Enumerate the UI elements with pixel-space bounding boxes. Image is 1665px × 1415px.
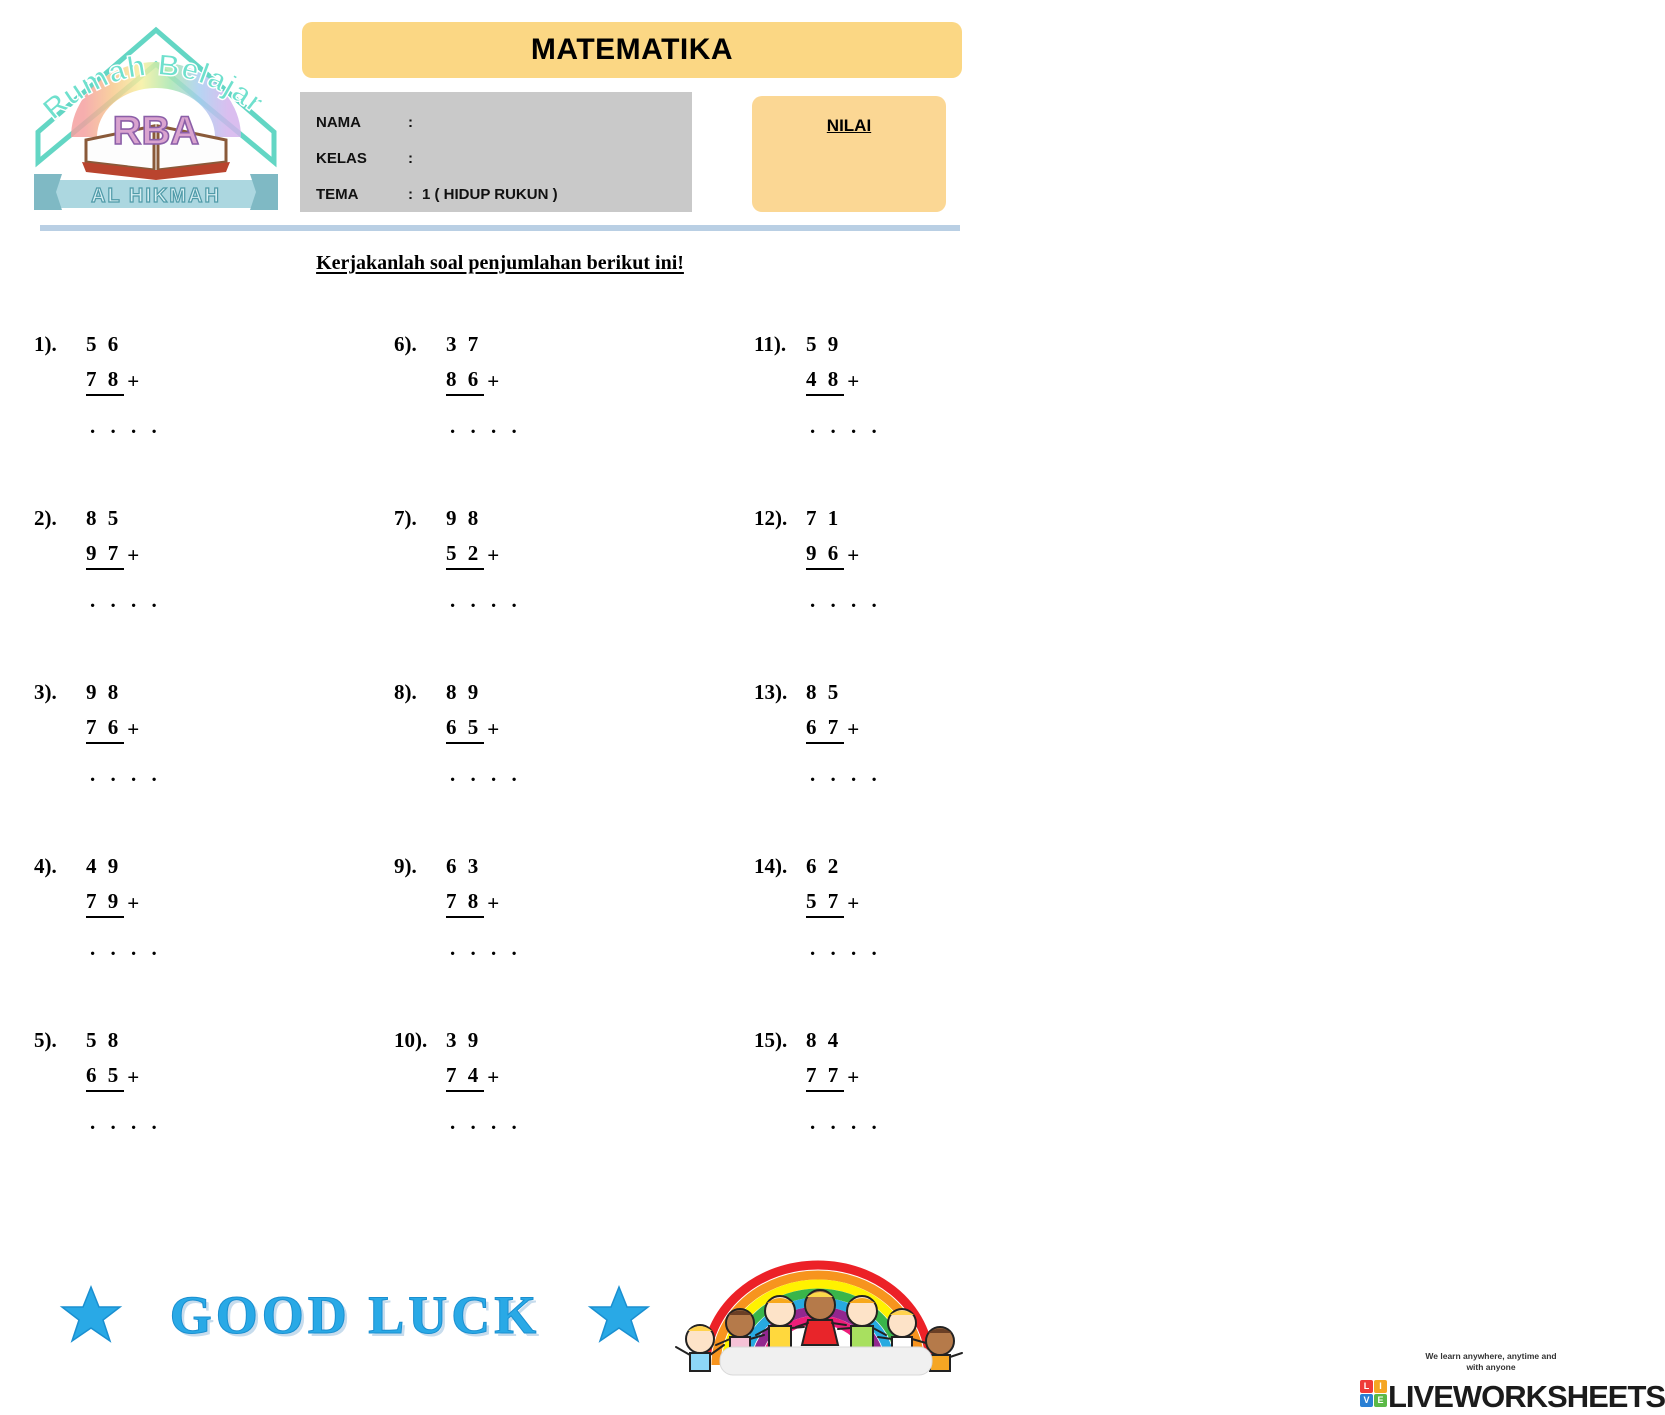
tagline-line-1: We learn anywhere, anytime and (1425, 1351, 1557, 1361)
plus-operator: + (127, 717, 140, 741)
subject-title-banner (302, 22, 962, 78)
info-row-tema (316, 176, 692, 212)
problem-7 (378, 496, 678, 670)
addend-top: 8 5 (806, 680, 842, 704)
plus-operator: + (487, 369, 500, 393)
tema-value: 1 ( HIDUP RUKUN ) (422, 185, 558, 203)
student-info-box (300, 92, 692, 212)
school-logo-graphic (22, 12, 290, 217)
school-logo (22, 12, 290, 217)
plus-operator: + (487, 1065, 500, 1089)
good-luck-banner (60, 1271, 650, 1359)
addend-bottom-row (86, 541, 139, 570)
plus-operator: + (847, 543, 860, 567)
addend-bottom: 7 9 (86, 889, 124, 918)
addend-bottom: 9 7 (86, 541, 124, 570)
plus-operator: + (847, 717, 860, 741)
addend-bottom-row (806, 715, 859, 744)
liveworksheets-live-blocks (1360, 1379, 1388, 1409)
answer-blank[interactable]: . . . . (810, 936, 882, 960)
addend-top: 6 3 (446, 854, 482, 878)
problem-number: 3). (34, 680, 57, 704)
liveworksheets-wordmark: LIVEWORKSHEETS (1388, 1379, 1665, 1414)
problem-column-1 (18, 322, 318, 1152)
tema-label: TEMA (316, 185, 359, 203)
addend-bottom: 7 8 (446, 889, 484, 918)
svg-text:AL HIKMAH: AL HIKMAH (91, 185, 221, 207)
problem-number: 11). (754, 332, 787, 356)
addend-bottom-row (86, 367, 139, 396)
star-icon-left (60, 1284, 122, 1346)
addend-bottom: 7 7 (806, 1063, 844, 1092)
problem-grid (0, 322, 1000, 1152)
problem-number: 2). (34, 506, 57, 530)
addend-top: 9 8 (86, 680, 122, 704)
live-block-e: E (1374, 1394, 1387, 1407)
addend-bottom-row (446, 889, 499, 918)
addend-bottom: 7 6 (86, 715, 124, 744)
addend-bottom: 6 7 (806, 715, 844, 744)
problem-number: 9). (394, 854, 417, 878)
addend-top: 8 5 (86, 506, 122, 530)
addend-bottom-row (86, 889, 139, 918)
addend-bottom: 9 6 (806, 541, 844, 570)
liveworksheets-rainbow-kids-graphic (668, 1255, 998, 1375)
problem-column-2 (378, 322, 678, 1152)
answer-blank[interactable]: . . . . (90, 588, 162, 612)
addend-bottom-row (446, 715, 499, 744)
answer-blank[interactable]: . . . . (450, 588, 522, 612)
addend-bottom: 6 5 (446, 715, 484, 744)
answer-blank[interactable]: . . . . (450, 936, 522, 960)
plus-operator: + (127, 369, 140, 393)
answer-blank[interactable]: . . . . (90, 762, 162, 786)
answer-blank[interactable]: . . . . (90, 1110, 162, 1134)
tema-colon: : (408, 185, 413, 203)
problem-3 (18, 670, 318, 844)
problem-number: 14). (754, 854, 788, 878)
addend-top: 7 1 (806, 506, 842, 530)
answer-blank[interactable]: . . . . (810, 762, 882, 786)
problem-number: 1). (34, 332, 57, 356)
addend-top: 4 9 (86, 854, 122, 878)
answer-blank[interactable]: . . . . (450, 1110, 522, 1134)
plus-operator: + (127, 1065, 140, 1089)
answer-blank[interactable]: . . . . (810, 414, 882, 438)
addend-top: 5 9 (806, 332, 842, 356)
plus-operator: + (847, 891, 860, 915)
addend-top: 5 8 (86, 1028, 122, 1052)
addend-bottom-row (86, 1063, 139, 1092)
problem-8 (378, 670, 678, 844)
problem-15 (738, 1018, 1038, 1192)
problem-2 (18, 496, 318, 670)
instruction-text: Kerjakanlah soal penjumlahan berikut ini! (316, 252, 684, 274)
live-block-i: I (1374, 1380, 1387, 1393)
plus-operator: + (127, 543, 140, 567)
answer-blank[interactable]: . . . . (450, 414, 522, 438)
addend-top: 9 8 (446, 506, 482, 530)
problem-number: 15). (754, 1028, 788, 1052)
addend-bottom: 5 7 (806, 889, 844, 918)
plus-operator: + (487, 717, 500, 741)
addend-bottom: 8 6 (446, 367, 484, 396)
addend-top: 8 9 (446, 680, 482, 704)
nama-label: NAMA (316, 113, 361, 131)
tagline-line-2: with anyone (1466, 1361, 1516, 1372)
answer-blank[interactable]: . . . . (810, 1110, 882, 1134)
plus-operator: + (487, 543, 500, 567)
plus-operator: + (847, 369, 860, 393)
answer-blank[interactable]: . . . . (450, 762, 522, 786)
plus-operator: + (847, 1065, 860, 1089)
info-row-kelas (316, 140, 692, 176)
addend-top: 5 6 (86, 332, 122, 356)
nilai-label: NILAI (826, 116, 872, 135)
problem-9 (378, 844, 678, 1018)
problem-number: 7). (394, 506, 417, 530)
problem-column-3 (738, 322, 1038, 1152)
good-luck-text: GOOD LUCK (169, 1285, 541, 1345)
score-box (752, 96, 946, 212)
liveworksheets-logo (668, 1255, 1665, 1414)
addend-bottom-row (806, 1063, 859, 1092)
addend-bottom: 6 5 (86, 1063, 124, 1092)
addend-top: 6 2 (806, 854, 842, 878)
svg-text:Rumah Belajar: Rumah Belajar (36, 48, 271, 127)
addend-top: 8 4 (806, 1028, 842, 1052)
problem-14 (738, 844, 1038, 1018)
problem-10 (378, 1018, 678, 1192)
addend-bottom-row (446, 1063, 499, 1092)
addend-bottom-row (806, 367, 859, 396)
addend-bottom-row (86, 715, 139, 744)
addend-bottom: 4 8 (806, 367, 844, 396)
problem-13 (738, 670, 1038, 844)
nama-colon: : (408, 113, 413, 131)
header-divider (40, 225, 960, 231)
problem-5 (18, 1018, 318, 1192)
addend-bottom: 7 8 (86, 367, 124, 396)
instruction-line (0, 252, 1000, 275)
problem-number: 4). (34, 854, 57, 878)
worksheet-footer (0, 1255, 1665, 1414)
info-row-nama (316, 104, 692, 140)
addend-top: 3 9 (446, 1028, 482, 1052)
page-title: MATEMATIKA (530, 33, 734, 66)
plus-operator: + (487, 891, 500, 915)
plus-operator: + (127, 891, 140, 915)
problem-number: 10). (394, 1028, 428, 1052)
answer-blank[interactable]: . . . . (90, 936, 162, 960)
addend-bottom-row (446, 541, 499, 570)
addend-top: 3 7 (446, 332, 482, 356)
live-block-v: V (1360, 1394, 1373, 1407)
problem-4 (18, 844, 318, 1018)
svg-text:RBA: RBA (112, 109, 200, 153)
worksheet-header (0, 0, 1000, 228)
addend-bottom: 7 4 (446, 1063, 484, 1092)
addend-bottom-row (806, 541, 859, 570)
liveworksheets-tagline (1386, 1351, 1596, 1372)
live-block-l: L (1360, 1380, 1373, 1393)
star-icon-right (588, 1284, 650, 1346)
addend-bottom: 5 2 (446, 541, 484, 570)
problem-1 (18, 322, 318, 496)
problem-number: 6). (394, 332, 417, 356)
addend-bottom-row (806, 889, 859, 918)
answer-blank[interactable]: . . . . (90, 414, 162, 438)
problem-6 (378, 322, 678, 496)
problem-11 (738, 322, 1038, 496)
answer-blank[interactable]: . . . . (810, 588, 882, 612)
kelas-colon: : (408, 149, 413, 167)
kelas-label: KELAS (316, 149, 367, 167)
addend-bottom-row (446, 367, 499, 396)
problem-number: 8). (394, 680, 417, 704)
problem-number: 13). (754, 680, 788, 704)
problem-12 (738, 496, 1038, 670)
problem-number: 5). (34, 1028, 57, 1052)
problem-number: 12). (754, 506, 788, 530)
